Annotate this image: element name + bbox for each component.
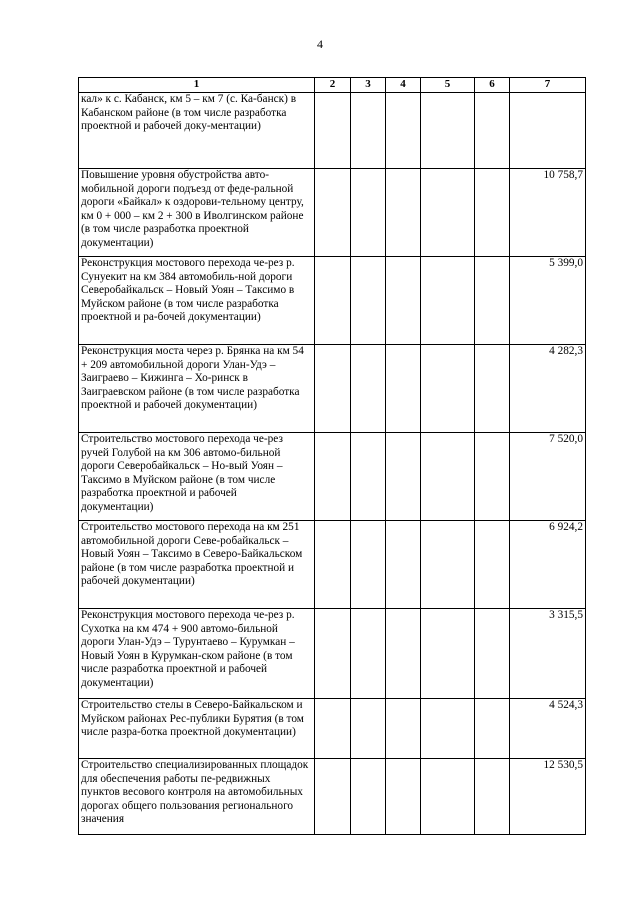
cell-col-5: [421, 521, 475, 609]
cell-col-2: [315, 521, 351, 609]
cell-col-3: [351, 759, 386, 835]
cell-col-4: [386, 345, 421, 433]
cell-col-3: [351, 609, 386, 699]
cell-col-4: [386, 609, 421, 699]
row-description: Реконструкция мостового перехода че-рез р. Сунуекит на км 384 автомобиль-ной дороги Северобайкальск – Новый Уоян – Таксимо в Муйском районе (в том числе разработка проектной и ра-бочей документации): [79, 257, 315, 345]
cell-col-5: [421, 759, 475, 835]
row-description: Строительство стелы в Северо-Байкальском и Муйском районах Рес-публики Бурятия (в том числе разра-ботка проектной документации): [79, 699, 315, 759]
row-description: Повышение уровня обустройства авто-мобильной дороги подъезд от феде-ральной дороги «Байкал» к оздорови-тельному центру, км 0 + 000 – км 2 + 300 в Иволгинском районе (в том числе разработка проектной документации): [79, 169, 315, 257]
row-description: Строительство мостового перехода че-рез ручей Голубой на км 306 автомо-бильной дороги Северобайкальск – Но-вый Уоян – Таксимо в Муйском районе (в том числе разработка проектной и рабочей документации): [79, 433, 315, 521]
row-description: Реконструкция мостового перехода че-рез р. Сухотка на км 474 + 900 автомо-бильной дороги Улан-Удэ – Турунтаево – Курумкан – Новый Уоян в Курумкан-ском районе (в том числе разработка проектной и рабочей документации): [79, 609, 315, 699]
cell-col-3: [351, 433, 386, 521]
row-value: 6 924,2: [510, 521, 586, 609]
cell-col-3: [351, 521, 386, 609]
cell-col-4: [386, 257, 421, 345]
row-value: 4 282,3: [510, 345, 586, 433]
row-description: Строительство специализированных площадок для обеспечения работы пе-редвижных пунктов весового контроля на автомобильных дорогах общего пользования регионального значения: [79, 759, 315, 835]
cell-col-4: [386, 169, 421, 257]
cell-col-6: [475, 609, 510, 699]
cell-col-6: [475, 699, 510, 759]
column-header-1: 1: [79, 78, 315, 93]
row-value: 7 520,0: [510, 433, 586, 521]
table-row: [79, 521, 586, 609]
row-value: 4 524,3: [510, 699, 586, 759]
cell-col-6: [475, 759, 510, 835]
cell-col-2: [315, 699, 351, 759]
row-value: 3 315,5: [510, 609, 586, 699]
cell-col-2: [315, 609, 351, 699]
page-number: 4: [317, 37, 323, 51]
cell-col-6: [475, 345, 510, 433]
table-row: [79, 345, 586, 433]
cell-col-2: [315, 759, 351, 835]
table-row: [79, 699, 586, 759]
column-header-4: 4: [386, 78, 421, 93]
cell-col-3: [351, 93, 386, 169]
row-value: [510, 93, 586, 169]
column-header-5: 5: [421, 78, 475, 93]
cell-col-4: [386, 521, 421, 609]
table-row: [79, 759, 586, 835]
table-row: [79, 93, 586, 169]
cell-col-6: [475, 169, 510, 257]
cell-col-2: [315, 169, 351, 257]
cell-col-5: [421, 257, 475, 345]
cell-col-6: [475, 93, 510, 169]
cell-col-5: [421, 169, 475, 257]
cell-col-5: [421, 433, 475, 521]
cell-col-3: [351, 699, 386, 759]
cell-col-2: [315, 345, 351, 433]
row-value: 5 399,0: [510, 257, 586, 345]
cell-col-5: [421, 345, 475, 433]
cell-col-4: [386, 759, 421, 835]
table-row: [79, 609, 586, 699]
cell-col-3: [351, 257, 386, 345]
column-header-2: 2: [315, 78, 351, 93]
row-value: 10 758,7: [510, 169, 586, 257]
row-value: 12 530,5: [510, 759, 586, 835]
cell-col-5: [421, 609, 475, 699]
column-header-3: 3: [351, 78, 386, 93]
column-header-6: 6: [475, 78, 510, 93]
cell-col-4: [386, 433, 421, 521]
table-row: [79, 433, 586, 521]
cell-col-5: [421, 699, 475, 759]
row-description: Реконструкция моста через р. Брянка на км 54 + 209 автомобильной дороги Улан-Удэ – Заиграево – Кижинга – Хо-ринск в Заиграевском районе (в том числе разработка проектной и рабочей документации): [79, 345, 315, 433]
table-row: [79, 169, 586, 257]
cell-col-4: [386, 93, 421, 169]
column-header-7: 7: [510, 78, 586, 93]
cell-col-6: [475, 521, 510, 609]
table-row: [79, 257, 586, 345]
cell-col-5: [421, 93, 475, 169]
cell-col-4: [386, 699, 421, 759]
cell-col-3: [351, 345, 386, 433]
cell-col-3: [351, 169, 386, 257]
row-description: Строительство мостового перехода на км 251 автомобильной дороги Севе-робайкальск – Новый Уоян – Таксимо в Северо-Байкальском районе (в том числе разработка проектной и рабочей документации): [79, 521, 315, 609]
cell-col-2: [315, 433, 351, 521]
row-description: кал» к с. Кабанск, км 5 – км 7 (с. Ка-банск) в Кабанском районе (в том числе разработка проектной и рабочей доку-ментации): [79, 93, 315, 169]
cell-col-6: [475, 433, 510, 521]
cell-col-2: [315, 257, 351, 345]
cell-col-6: [475, 257, 510, 345]
table-header-row: [79, 78, 586, 93]
data-table: [78, 77, 586, 835]
cell-col-2: [315, 93, 351, 169]
